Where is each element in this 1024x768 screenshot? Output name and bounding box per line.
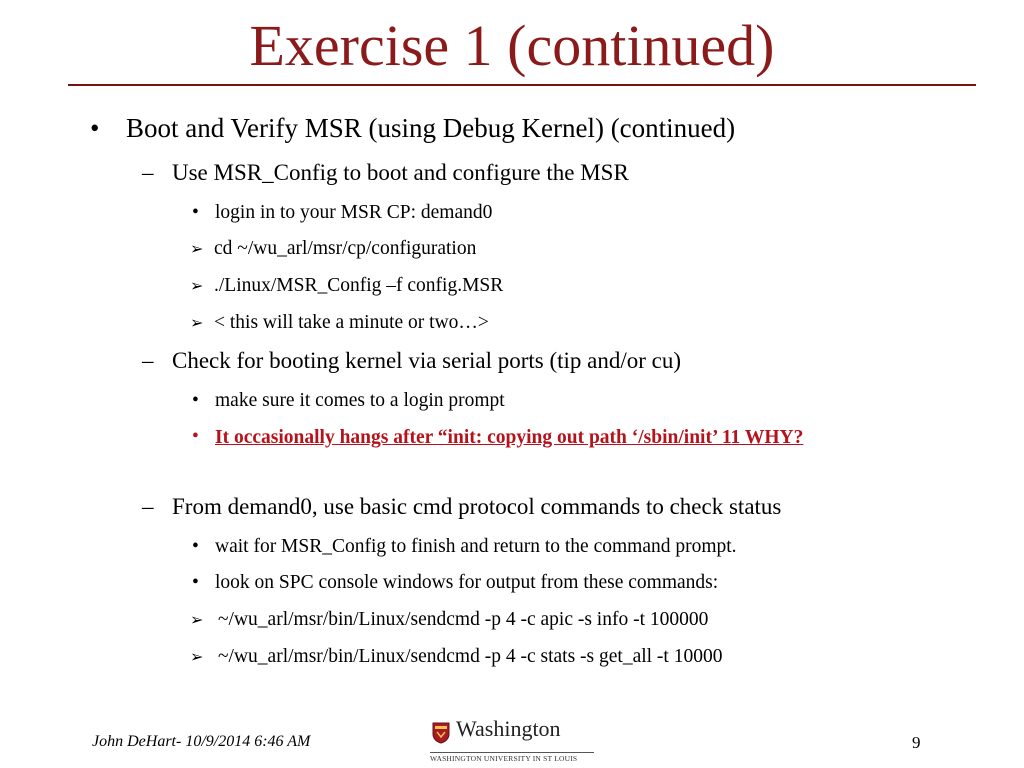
sub-item-1b: cd ~/wu_arl/msr/cp/configuration [214,238,477,259]
sub-item-1c: ./Linux/MSR_Config –f config.MSR [214,275,504,296]
dash-mark: – [142,160,154,185]
footer-author-date: John DeHart- 10/9/2014 6:46 AM [92,733,311,750]
bullet-mark: • [192,536,199,557]
bullet-mark: • [192,202,199,223]
logo-wordmark: Washington [456,716,561,741]
sub-item-3b: look on SPC console windows for output from these commands: [215,572,719,593]
warning-note: It occasionally hangs after “init: copying out path ‘/sbin/init’ 11 WHY? [215,427,804,448]
logo-subtitle: WASHINGTON UNIVERSITY IN ST LOUIS [430,752,594,763]
sub-item-1a: login in to your MSR CP: demand0 [215,202,493,223]
page-number: 9 [912,733,921,752]
sub-item-2a: make sure it comes to a login prompt [215,390,505,411]
bullet-mark: • [90,113,100,143]
bullet-mark: • [192,426,199,447]
sub-item-2: Check for booting kernel via serial ports (tip and/or cu) [172,348,682,373]
sub-item-3d: ~/wu_arl/msr/bin/Linux/sendcmd -p 4 -c stats -s get_all -t 10000 [218,646,723,667]
arrow-icon: ➢ [190,241,204,258]
arrow-icon: ➢ [190,315,204,332]
dash-mark: – [142,494,154,519]
main-bullet-text: Boot and Verify MSR (using Debug Kernel) (continued) [126,113,736,143]
sub-item-3a: wait for MSR_Config to finish and return to the command prompt. [215,536,737,557]
sub-item-3: From demand0, use basic cmd protocol commands to check status [172,494,782,519]
sub-item-3c: ~/wu_arl/msr/bin/Linux/sendcmd -p 4 -c apic -s info -t 100000 [218,609,709,630]
sub-item-1d: < this will take a minute or two…> [214,312,489,333]
bullet-mark: • [192,572,199,593]
arrow-icon: ➢ [190,649,204,666]
bullet-mark: • [192,390,199,411]
shield-icon [432,722,450,744]
arrow-icon: ➢ [190,612,204,629]
slide-title: Exercise 1 (continued) [249,13,775,78]
title-rule [68,84,976,86]
arrow-icon: ➢ [190,278,204,295]
university-logo [430,716,594,763]
sub-item-1: Use MSR_Config to boot and configure the MSR [172,160,629,185]
dash-mark: – [142,348,154,373]
